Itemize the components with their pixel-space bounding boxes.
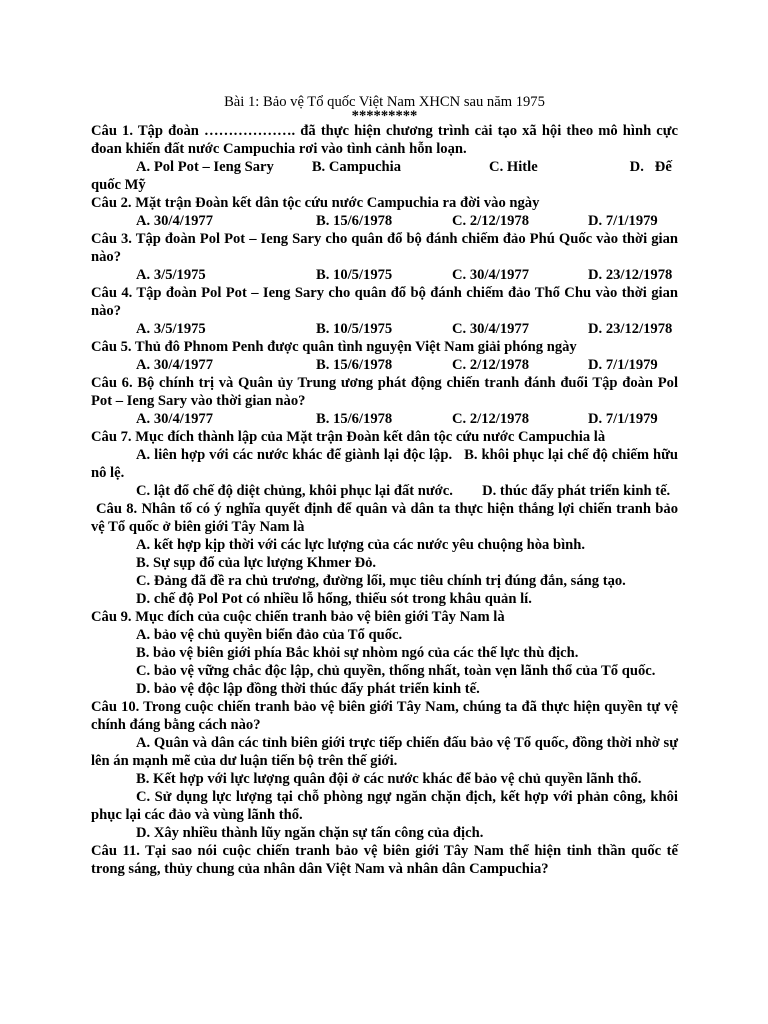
- option-c: C. 30/4/1977: [452, 321, 530, 337]
- question-6-options: [91, 410, 678, 428]
- question-5-options: [91, 356, 678, 374]
- option-a: A. 3/5/1975: [136, 267, 206, 283]
- question-4: Câu 4. Tập đoàn Pol Pot – Ieng Sary cho quân đổ bộ đánh chiếm đảo Thổ Chu vào thời gian nào?: [91, 285, 678, 319]
- option-d: D. 7/1/1979: [588, 213, 658, 229]
- option-b: B. 10/5/1975: [316, 267, 393, 283]
- option-d: D. 23/12/1978: [588, 267, 673, 283]
- option-d: D. 7/1/1979: [588, 357, 658, 373]
- question-5: Câu 5. Thủ đô Phnom Penh được quân tình nguyện Việt Nam giải phóng ngày: [91, 339, 577, 355]
- question-10-option-d: D. Xây nhiều thành lũy ngăn chặn sự tấn công của địch.: [136, 825, 484, 841]
- question-1-options: A. Pol Pot – Ieng Sary B. Campuchia C. Hitle D. Đế: [136, 159, 672, 175]
- question-11: Câu 11. Tại sao nói cuộc chiến tranh bảo vệ biên giới Tây Nam thể hiện tinh thần quốc tế trong sáng, thủy chung của nhân dân Việt Nam và nhân dân Campuchia?: [91, 843, 678, 877]
- question-1-option-d-cont: quốc Mỹ: [91, 177, 146, 193]
- option-a: A. 30/4/1977: [136, 411, 214, 427]
- title-separator: *********: [351, 108, 418, 124]
- option-b: B. 15/6/1978: [316, 213, 393, 229]
- document-body: [91, 93, 682, 878]
- question-7-options-cd: C. lật đổ chế độ diệt chủng, khôi phục lại đất nước. D. thúc đẩy phát triển kinh tế.: [136, 483, 671, 499]
- option-c: C. 2/12/1978: [452, 213, 530, 229]
- question-8-option-b: B. Sự sụp đổ của lực lượng Khmer Đỏ.: [136, 555, 377, 571]
- question-8-option-c: C. Đảng đã đề ra chủ trương, đường lối, mục tiêu chính trị đúng đắn, sáng tạo.: [136, 573, 626, 589]
- option-c: C. 30/4/1977: [452, 267, 530, 283]
- question-8-option-d: D. chế độ Pol Pot có nhiều lỗ hổng, thiếu sót trong khâu quản lí.: [136, 591, 532, 607]
- question-10-option-c: C. Sử dụng lực lượng tại chỗ phòng ngự ngăn chặn địch, kết hợp với phản công, khôi phục lại các đảo và vùng lãnh thổ.: [91, 789, 678, 823]
- option-d: D. 7/1/1979: [588, 411, 658, 427]
- option-a: A. 30/4/1977: [136, 357, 214, 373]
- option-d: D. 23/12/1978: [588, 321, 673, 337]
- question-4-options: [91, 320, 678, 338]
- question-1: Câu 1. Tập đoàn ………………. đã thực hiện chương trình cải tạo xã hội theo mô hình cực đoan khiến đất nước Campuchia rơi vào tình cảnh hỗn loạn.: [91, 123, 678, 157]
- question-10: Câu 10. Trong cuộc chiến tranh bảo vệ biên giới Tây Nam, chúng ta đã thực hiện quyền tự vệ chính đáng bằng cách nào?: [91, 699, 678, 733]
- question-2: Câu 2. Mặt trận Đoàn kết dân tộc cứu nước Campuchia ra đời vào ngày: [91, 195, 540, 211]
- question-8-option-a: A. kết hợp kịp thời với các lực lượng của các nước yêu chuộng hòa bình.: [136, 537, 586, 553]
- option-c: C. 2/12/1978: [452, 411, 530, 427]
- question-8: Câu 8. Nhân tố có ý nghĩa quyết định để quân và dân ta thực hiện thắng lợi chiến tranh bảo vệ Tổ quốc ở biên giới Tây Nam là: [91, 501, 678, 535]
- question-7: Câu 7. Mục đích thành lập của Mặt trận Đoàn kết dân tộc cứu nước Campuchia là: [91, 429, 606, 445]
- question-9-option-d: D. bảo vệ độc lập đồng thời thúc đẩy phát triển kinh tế.: [136, 681, 480, 697]
- option-a: A. 30/4/1977: [136, 213, 214, 229]
- question-9-option-a: A. bảo vệ chủ quyền biển đảo của Tổ quốc.: [136, 627, 403, 643]
- option-c: C. 2/12/1978: [452, 357, 530, 373]
- question-9: Câu 9. Mục đích của cuộc chiến tranh bảo vệ biên giới Tây Nam là: [91, 609, 505, 625]
- question-6: Câu 6. Bộ chính trị và Quân ủy Trung ương phát động chiến tranh đánh đuổi Tập đoàn Pol Pot – Ieng Sary vào thời gian nào?: [91, 375, 678, 409]
- question-10-option-a: A. Quân và dân các tỉnh biên giới trực tiếp chiến đấu bảo vệ Tổ quốc, đồng thời nhờ sự lên án mạnh mẽ của dư luận tiến bộ trên thế giới.: [91, 735, 678, 769]
- question-9-option-c: C. bảo vệ vững chắc độc lập, chủ quyền, thống nhất, toàn vẹn lãnh thổ của Tổ quốc.: [136, 663, 656, 679]
- question-3-options: [91, 266, 678, 284]
- option-b: B. 15/6/1978: [316, 357, 393, 373]
- question-9-option-b: B. bảo vệ biên giới phía Bắc khỏi sự nhòm ngó của các thế lực thù địch.: [136, 645, 579, 661]
- question-3: Câu 3. Tập đoàn Pol Pot – Ieng Sary cho quân đổ bộ đánh chiếm đảo Phú Quốc vào thời gian nào?: [91, 231, 678, 265]
- question-2-options: [91, 212, 678, 230]
- question-7-options-ab: A. liên hợp với các nước khác để giành lại độc lập. B. khôi phục lại chế độ chiếm hữu nô lệ.: [91, 447, 682, 481]
- option-b: B. 15/6/1978: [316, 411, 393, 427]
- option-b: B. 10/5/1975: [316, 321, 393, 337]
- q1-options-line-a: A. Pol Pot – Ieng Sary: [136, 159, 274, 175]
- option-a: A. 3/5/1975: [136, 321, 206, 337]
- page-title: Bài 1: Bảo vệ Tổ quốc Việt Nam XHCN sau năm 1975: [224, 94, 545, 110]
- question-10-option-b: B. Kết hợp với lực lượng quân đội ở các nước khác để bảo vệ chủ quyền lãnh thổ.: [136, 771, 642, 787]
